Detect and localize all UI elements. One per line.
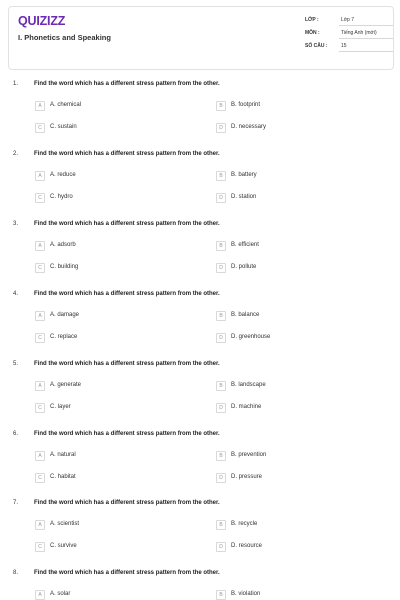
option-text: C. hydro [50,194,73,200]
question-number: 1. [13,81,19,87]
option-a[interactable] [35,381,185,391]
question-number: 2. [13,151,19,157]
option-text: C. building [50,264,79,270]
question-item [0,361,400,425]
option-c[interactable] [35,123,185,133]
option-letter-box: C [35,542,45,552]
option-text: B. efficient [231,242,259,248]
question-text: Find the word which has a different stress pattern from the other. [34,570,220,576]
option-b[interactable] [216,451,366,461]
option-d[interactable] [216,403,366,413]
question-text: Find the word which has a different stress pattern from the other. [34,431,220,437]
option-letter-box: B [216,590,226,600]
option-text: C. habitat [50,474,76,480]
option-d[interactable] [216,542,366,552]
option-text: B. footprint [231,102,261,108]
option-d[interactable] [216,263,366,273]
option-letter-box: D [216,263,226,273]
option-text: A. reduce [50,172,76,178]
option-letter-box: B [216,171,226,181]
question-text: Find the word which has a different stress pattern from the other. [34,151,220,157]
option-text: D. pressure [231,474,263,480]
question-item [0,291,400,355]
option-text: A. chemical [50,102,82,108]
option-letter-box: C [35,333,45,343]
option-text: B. violation [231,591,261,597]
option-c[interactable] [35,473,185,483]
option-text: A. generate [50,382,82,388]
question-text: Find the word which has a different stress pattern from the other. [34,361,220,367]
question-number: 6. [13,431,19,437]
option-letter-box: B [216,101,226,111]
option-text: C. replace [50,334,78,340]
option-letter-box: B [216,241,226,251]
meta-value: Lớp 7 [341,17,355,23]
option-a[interactable] [35,171,185,181]
option-b[interactable] [216,101,366,111]
option-text: C. sustain [50,124,77,130]
option-text: A. scientist [50,521,80,527]
question-item [0,151,400,215]
meta-value: 15 [341,43,347,49]
question-number: 4. [13,291,19,297]
option-c[interactable] [35,542,185,552]
option-a[interactable] [35,520,185,530]
option-d[interactable] [216,193,366,203]
option-text: B. balance [231,312,260,318]
option-letter-box: A [35,590,45,600]
option-d[interactable] [216,473,366,483]
question-item [0,431,400,495]
option-letter-box: A [35,381,45,391]
option-text: A. damage [50,312,80,318]
option-d[interactable] [216,123,366,133]
option-a[interactable] [35,451,185,461]
option-a[interactable] [35,241,185,251]
option-d[interactable] [216,333,366,343]
meta-label: SỐ CÂU : [305,43,328,49]
option-text: D. necessary [231,124,267,130]
option-text: D. station [231,194,257,200]
question-number: 5. [13,361,19,367]
option-text: C. survive [50,543,77,549]
option-a[interactable] [35,101,185,111]
option-letter-box: B [216,520,226,530]
option-c[interactable] [35,263,185,273]
option-text: C. layer [50,404,71,410]
option-b[interactable] [216,590,366,600]
meta-label: MÔN : [305,30,320,36]
option-b[interactable] [216,171,366,181]
option-text: B. prevention [231,452,267,458]
option-text: A. natural [50,452,76,458]
option-text: D. pollute [231,264,257,270]
option-letter-box: C [35,473,45,483]
option-letter-box: D [216,542,226,552]
option-letter-box: A [35,171,45,181]
option-c[interactable] [35,193,185,203]
option-letter-box: C [35,403,45,413]
option-text: A. solar [50,591,71,597]
option-letter-box: A [35,241,45,251]
option-letter-box: D [216,473,226,483]
section-title: I. Phonetics and Speaking [18,33,111,42]
option-letter-box: B [216,311,226,321]
option-text: A. adsorb [50,242,76,248]
option-c[interactable] [35,333,185,343]
option-text: D. machine [231,404,262,410]
meta-label: LỚP : [305,17,319,23]
option-letter-box: C [35,193,45,203]
question-number: 8. [13,570,19,576]
question-text: Find the word which has a different stress pattern from the other. [34,500,220,506]
option-letter-box: A [35,101,45,111]
option-letter-box: B [216,451,226,461]
question-item [0,500,400,564]
option-a[interactable] [35,590,185,600]
option-text: D. greenhouse [231,334,271,340]
option-letter-box: A [35,520,45,530]
option-b[interactable] [216,381,366,391]
option-c[interactable] [35,403,185,413]
question-item [0,81,400,145]
option-letter-box: B [216,381,226,391]
option-b[interactable] [216,311,366,321]
option-text: B. battery [231,172,257,178]
quizizz-logo: QUIZIZZ [18,14,66,28]
option-b[interactable] [216,520,366,530]
option-letter-box: A [35,311,45,321]
question-number: 3. [13,221,19,227]
question-text: Find the word which has a different stress pattern from the other. [34,221,220,227]
question-text: Find the word which has a different stress pattern from the other. [34,81,220,87]
option-a[interactable] [35,311,185,321]
option-text: B. recycle [231,521,258,527]
option-text: B. landscape [231,382,266,388]
option-letter-box: D [216,123,226,133]
option-text: D. resource [231,543,263,549]
question-item [0,570,400,600]
option-b[interactable] [216,241,366,251]
meta-value: Tiếng Anh (mới) [341,30,377,36]
option-letter-box: D [216,403,226,413]
option-letter-box: D [216,333,226,343]
question-item [0,221,400,285]
option-letter-box: A [35,451,45,461]
question-number: 7. [13,500,19,506]
option-letter-box: C [35,263,45,273]
option-letter-box: D [216,193,226,203]
question-text: Find the word which has a different stress pattern from the other. [34,291,220,297]
option-letter-box: C [35,123,45,133]
